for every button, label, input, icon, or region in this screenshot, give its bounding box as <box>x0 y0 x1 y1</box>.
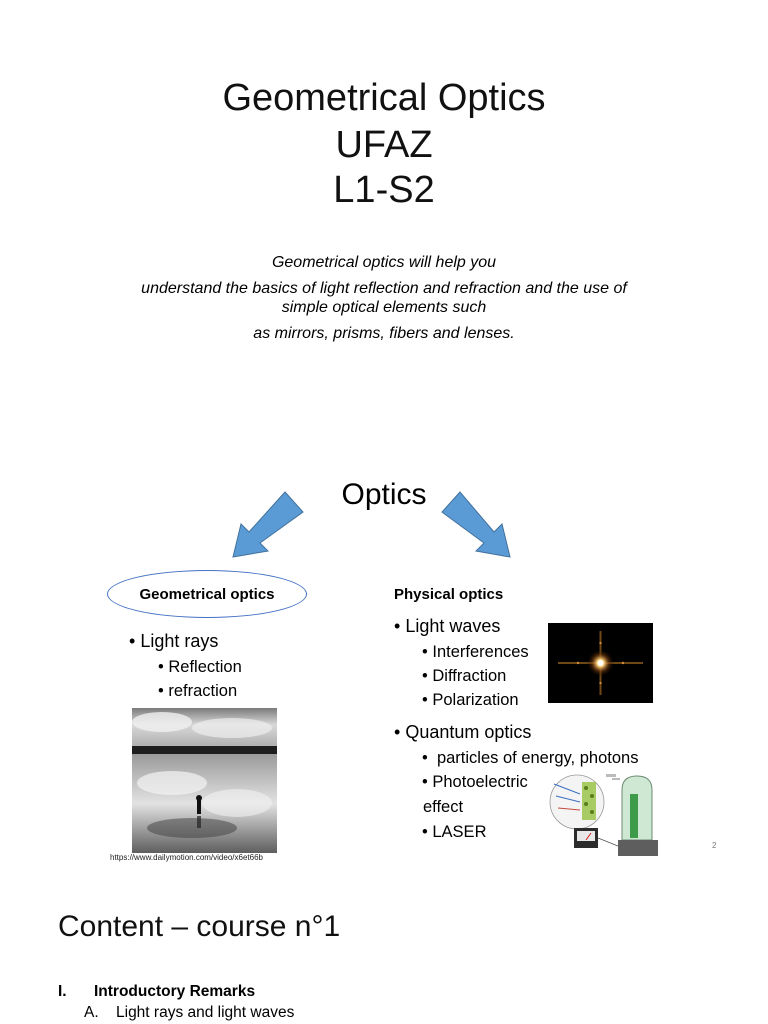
sub-photoelectric <box>422 772 528 792</box>
toc-subsection-marker: A. <box>84 1004 99 1021</box>
bullet-light-rays <box>129 630 218 652</box>
reflection-photo <box>132 708 277 853</box>
toc-section-label: Introductory Remarks <box>94 983 256 1000</box>
bullet-dot: • <box>158 658 164 676</box>
sub-refraction-label: refraction <box>168 682 238 700</box>
bullet-dot: • <box>394 722 401 742</box>
intro-line4: as mirrors, prisms, fibers and lenses. <box>253 325 515 342</box>
sub-polarization <box>422 690 519 710</box>
photoelectric-apparatus-image <box>542 772 662 860</box>
physical-optics-heading: Physical optics <box>394 586 504 603</box>
toc-section-marker: I. <box>58 983 67 1000</box>
bullet-light-waves <box>394 615 500 637</box>
sub-photons <box>422 748 638 768</box>
bullet-dot: • <box>422 643 428 661</box>
bullet-quantum-optics <box>394 721 531 743</box>
slide-title: Optics <box>341 478 427 511</box>
sub-laser <box>422 822 486 842</box>
arrow-down-right-icon <box>438 488 518 563</box>
sub-laser-label: LASER <box>432 823 487 841</box>
bullet-dot: • <box>422 667 428 685</box>
sub-interferences-label: Interferences <box>432 643 529 661</box>
sub-photoelectric-continued: effect <box>423 798 464 816</box>
bullet-dot: • <box>422 773 428 791</box>
diffraction-pattern-image <box>548 623 653 703</box>
bullet-dot: • <box>394 616 401 636</box>
bullet-dot: • <box>422 691 428 709</box>
sub-diffraction-label: Diffraction <box>432 667 507 685</box>
toc-subsection-label: Light rays and light waves <box>116 1004 295 1021</box>
content-title: Content – course n°1 <box>58 910 341 943</box>
bullet-dot: • <box>158 682 164 700</box>
geometrical-optics-heading: Geometrical optics <box>139 586 275 603</box>
doc-title-line3: L1-S2 <box>333 169 435 211</box>
bullet-light-rays-label: Light rays <box>140 631 219 651</box>
arrow-down-left-icon <box>225 488 310 563</box>
bullet-dot: • <box>422 823 428 841</box>
sub-interferences <box>422 642 529 662</box>
photo-source: https://www.dailymotion.com/video/x6et66b <box>110 853 263 862</box>
intro-line1: Geometrical optics will help you <box>271 254 497 271</box>
sub-refraction <box>158 681 237 701</box>
sub-photoelectric-label: Photoelectric <box>432 773 528 791</box>
intro-line2: understand the basics of light reflection and refraction and the use of <box>141 280 627 297</box>
sub-reflection <box>158 657 242 677</box>
bullet-dot: • <box>422 749 428 767</box>
sub-reflection-label: Reflection <box>168 658 242 676</box>
sub-polarization-label: Polarization <box>432 691 519 709</box>
sub-diffraction <box>422 666 506 686</box>
page-number: 2 <box>712 841 717 850</box>
doc-title-line2: UFAZ <box>335 124 433 166</box>
sub-photons-label: particles of energy, photons <box>432 749 639 767</box>
bullet-quantum-optics-label: Quantum optics <box>405 722 532 742</box>
bullet-light-waves-label: Light waves <box>405 616 501 636</box>
bullet-dot: • <box>129 631 136 651</box>
doc-title-line1: Geometrical Optics <box>222 77 546 119</box>
intro-line3: simple optical elements such <box>281 299 487 316</box>
